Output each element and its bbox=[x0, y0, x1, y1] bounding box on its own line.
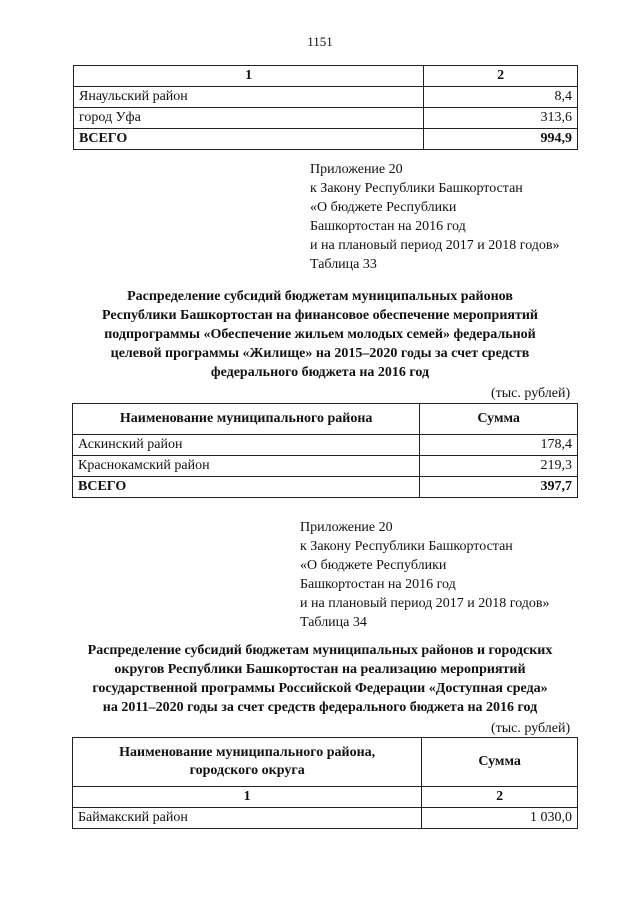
heading-line: округов Республики Башкортостан на реализацию мероприятий bbox=[114, 662, 526, 677]
header-district-name: Наименование муниципального района bbox=[73, 404, 420, 435]
appendix-line: Башкортостан на 2016 год bbox=[310, 219, 466, 234]
appendix-line: Приложение 20 bbox=[300, 520, 393, 535]
table-header-row bbox=[73, 404, 578, 435]
table-caption: Таблица 33 bbox=[310, 257, 377, 272]
heading-line: Распределение субсидий бюджетам муниципальных районов bbox=[127, 289, 513, 304]
table-caption: Таблица 34 bbox=[300, 615, 367, 630]
table-continuation bbox=[73, 65, 578, 150]
header-sum: Сумма bbox=[422, 738, 578, 787]
district-name: Краснокамский район bbox=[73, 456, 420, 477]
appendix-line: к Закону Республики Башкортостан bbox=[300, 539, 513, 554]
page-number: 1151 bbox=[307, 34, 333, 49]
section-heading-table-33 bbox=[60, 287, 580, 382]
table-header-row bbox=[73, 738, 578, 787]
units-label: (тыс. рублей) bbox=[491, 386, 571, 401]
heading-line: государственной программы Российской Федерации «Доступная среда» bbox=[92, 681, 548, 696]
appendix-line: Башкортостан на 2016 год bbox=[300, 577, 456, 592]
header-district-name bbox=[73, 738, 422, 787]
district-name: Янаульский район bbox=[74, 87, 424, 108]
appendix-line: Приложение 20 bbox=[310, 162, 403, 177]
column-number-2: 2 bbox=[422, 787, 578, 808]
amount-value: 8,4 bbox=[424, 87, 578, 108]
amount-value: 219,3 bbox=[420, 456, 578, 477]
heading-line: Республики Башкортостан на финансовое обеспечение мероприятий bbox=[102, 308, 538, 323]
column-number-1: 1 bbox=[73, 787, 422, 808]
appendix-block-table-33 bbox=[310, 160, 560, 274]
amount-value: 1 030,0 bbox=[422, 808, 578, 829]
amount-value: 313,6 bbox=[424, 108, 578, 129]
table-row bbox=[74, 108, 578, 129]
heading-line: на 2011–2020 годы за счет средств федерального бюджета на 2016 год bbox=[102, 700, 538, 715]
table-33 bbox=[72, 403, 578, 498]
table-row bbox=[73, 808, 578, 829]
appendix-line: и на плановый период 2017 и 2018 годов» bbox=[300, 596, 550, 611]
total-row bbox=[74, 129, 578, 150]
header-sum: Сумма bbox=[420, 404, 578, 435]
heading-line: целевой программы «Жилище» на 2015–2020 годы за счет средств bbox=[110, 346, 530, 361]
total-value: 994,9 bbox=[424, 129, 578, 150]
total-label: ВСЕГО bbox=[73, 477, 420, 498]
header-line: Наименование муниципального района, bbox=[119, 745, 376, 760]
column-number-2: 2 bbox=[424, 66, 578, 87]
amount-value: 178,4 bbox=[420, 435, 578, 456]
column-number-1: 1 bbox=[74, 66, 424, 87]
total-label: ВСЕГО bbox=[74, 129, 424, 150]
table-34 bbox=[72, 737, 578, 829]
table-header-row bbox=[74, 66, 578, 87]
appendix-block-table-34 bbox=[300, 518, 550, 632]
units-label: (тыс. рублей) bbox=[491, 721, 571, 736]
appendix-line: «О бюджете Республики bbox=[300, 558, 447, 573]
total-value: 397,7 bbox=[420, 477, 578, 498]
header-line: городского округа bbox=[189, 763, 305, 778]
appendix-line: к Закону Республики Башкортостан bbox=[310, 181, 523, 196]
appendix-line: и на плановый период 2017 и 2018 годов» bbox=[310, 238, 560, 253]
heading-line: Распределение субсидий бюджетам муниципальных районов и городских bbox=[87, 643, 553, 658]
table-row bbox=[73, 435, 578, 456]
section-heading-table-34 bbox=[40, 641, 600, 717]
district-name: Баймакский район bbox=[73, 808, 422, 829]
table-row bbox=[74, 87, 578, 108]
total-row bbox=[73, 477, 578, 498]
heading-line: подпрограммы «Обеспечение жильем молодых семей» федеральной bbox=[104, 327, 536, 342]
district-name: город Уфа bbox=[74, 108, 424, 129]
heading-line: федерального бюджета на 2016 год bbox=[210, 365, 430, 380]
table-row bbox=[73, 456, 578, 477]
district-name: Аскинский район bbox=[73, 435, 420, 456]
appendix-line: «О бюджете Республики bbox=[310, 200, 457, 215]
column-number-row bbox=[73, 787, 578, 808]
